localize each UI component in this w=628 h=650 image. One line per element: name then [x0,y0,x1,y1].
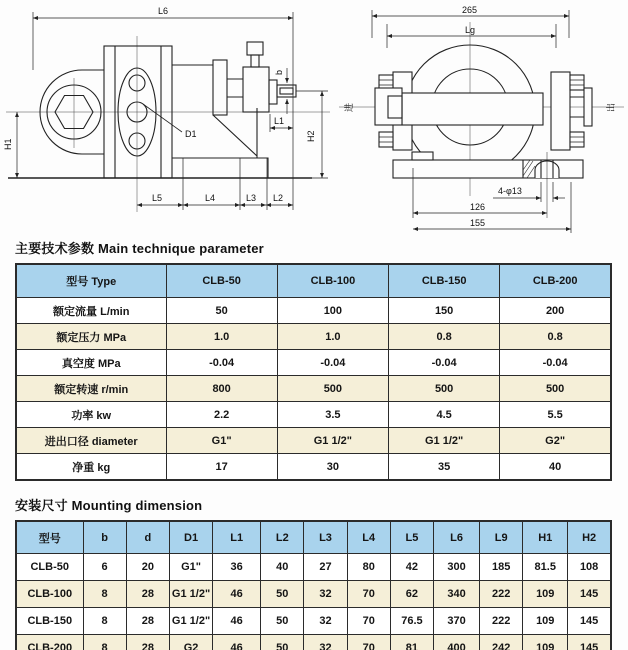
cell: 109 [523,608,568,635]
cell: 0.8 [389,324,500,350]
row-label: 额定压力 MPa [16,324,166,350]
col-header: CLB-200 [500,264,611,298]
cell: 50 [166,298,277,324]
cell: 28 [126,608,169,635]
cell: 100 [277,298,388,324]
bracket-plate [213,60,227,115]
row-label: 额定流量 L/min [16,298,166,324]
dim-label-l5: L5 [152,193,163,203]
table-row [16,454,611,481]
technical-drawings [0,0,628,236]
cell: -0.04 [389,350,500,376]
cell: 0.8 [500,324,611,350]
row-label: 净重 kg [16,454,166,481]
row-label: 进出口径 diameter [16,428,166,454]
cell: 800 [166,376,277,402]
dim-label-d1: D1 [185,129,197,139]
row-label: CLB-50 [16,554,83,581]
dim-label-h2: H2 [306,130,316,142]
col-header: 型号 Type [16,264,166,298]
cell: 4.5 [389,402,500,428]
dim-label-155: 155 [470,218,486,228]
cell: 185 [480,554,523,581]
table-row [16,428,611,454]
cell: G2" [500,428,611,454]
col-header: CLB-150 [389,264,500,298]
bolt [570,75,584,90]
cell: 145 [568,635,611,650]
col-header: L6 [434,521,480,554]
cell: 6 [83,554,126,581]
header-row [16,521,611,554]
bearing-block [243,67,269,112]
cell: G1 1/2" [169,608,212,635]
cell: 40 [500,454,611,481]
cell: 46 [213,608,261,635]
col-header: H1 [523,521,568,554]
cell: 76.5 [390,608,433,635]
bolt [570,132,584,147]
cell: 50 [261,635,304,650]
cell: 36 [213,554,261,581]
col-header: 型号 [16,521,83,554]
row-label: 真空度 MPa [16,350,166,376]
outlet-port [584,88,592,126]
right-flange [551,72,570,150]
relief-valve-cap [247,42,263,55]
col-header: L9 [480,521,523,554]
cell: 27 [304,554,347,581]
cell: 400 [434,635,480,650]
dim-label-126: 126 [470,202,486,212]
cell: 81.5 [523,554,568,581]
mounting-section-title: 安装尺寸 Mounting dimension [15,498,203,513]
cell: 5.5 [500,402,611,428]
dim-label-l2: L2 [273,193,284,203]
table-row [16,298,611,324]
mounting-dimension-table [15,520,612,650]
cell: 109 [523,581,568,608]
outlet-label: 出 [606,102,616,112]
cell: -0.04 [166,350,277,376]
dim-label-l6: L6 [158,6,169,16]
inlet-label: 进 [344,102,354,112]
table-row [16,350,611,376]
col-header: CLB-50 [166,264,277,298]
cell: 145 [568,608,611,635]
cell: 200 [500,298,611,324]
cell: G1 1/2" [277,428,388,454]
cell: 242 [480,635,523,650]
cell: 300 [434,554,480,581]
pump-body-outline [8,42,312,178]
dim-label-l1: L1 [274,116,285,126]
table-row [16,581,611,608]
right-drawing [335,0,628,236]
cell: 145 [568,581,611,608]
col-header: L5 [390,521,433,554]
col-header: d [126,521,169,554]
cell: 70 [347,581,390,608]
table-row [16,554,611,581]
dim-label-b: b [274,69,284,75]
header-row [16,264,611,298]
cell: 70 [347,635,390,650]
cell: 50 [261,581,304,608]
dim-label-h1: H1 [3,138,13,150]
dim-label-l3: L3 [246,193,257,203]
cell: 81 [390,635,433,650]
cell: 500 [500,376,611,402]
row-label: 额定转速 r/min [16,376,166,402]
left-drawing [0,0,335,236]
table-row [16,635,611,650]
cell: 20 [126,554,169,581]
cell: 17 [166,454,277,481]
cell: 370 [434,608,480,635]
cell: 30 [277,454,388,481]
cell: 108 [568,554,611,581]
table-row [16,324,611,350]
col-header: L4 [347,521,390,554]
row-label: CLB-200 [16,635,83,650]
cell: 1.0 [277,324,388,350]
tech-section-title: 主要技术参数 Main technique parameter [15,241,264,256]
cell: 8 [83,635,126,650]
row-label: CLB-100 [16,581,83,608]
cell: 8 [83,608,126,635]
cell: 32 [304,581,347,608]
cell: G2 [169,635,212,650]
cell: 222 [480,581,523,608]
cell: G1" [166,428,277,454]
cell: 150 [389,298,500,324]
cell: 62 [390,581,433,608]
cell: 46 [213,581,261,608]
dim-label-lg: Lg [465,25,476,35]
cell: G1 1/2" [389,428,500,454]
cell: 340 [434,581,480,608]
col-header: L3 [304,521,347,554]
cell: 40 [261,554,304,581]
row-label: CLB-150 [16,608,83,635]
cell: 28 [126,635,169,650]
col-header: L2 [261,521,304,554]
col-header: H2 [568,521,611,554]
cell: 3.5 [277,402,388,428]
front-details [375,72,592,218]
bolt [379,132,393,147]
cell: 1.0 [166,324,277,350]
cell: G1" [169,554,212,581]
tech-parameter-table [15,263,612,481]
col-header: b [83,521,126,554]
cell: 8 [83,581,126,608]
dim-label-holes: 4-φ13 [498,186,522,196]
row-label: 功率 kw [16,402,166,428]
cell: 222 [480,608,523,635]
d1-leader-line [143,104,182,132]
cell: 500 [389,376,500,402]
col-header: CLB-100 [277,264,388,298]
dim-label-l4: L4 [205,193,216,203]
cell: 28 [126,581,169,608]
table-row [16,608,611,635]
cell: 50 [261,608,304,635]
cell: 70 [347,608,390,635]
dim-label-265: 265 [462,5,478,15]
table-row [16,402,611,428]
cell: -0.04 [277,350,388,376]
cell: 46 [213,635,261,650]
cell: 109 [523,635,568,650]
cell: 32 [304,608,347,635]
col-header: D1 [169,521,212,554]
shaft-housing [402,93,543,125]
cell: -0.04 [500,350,611,376]
cell: 35 [389,454,500,481]
cell: 2.2 [166,402,277,428]
col-header: L1 [213,521,261,554]
cell: G1 1/2" [169,581,212,608]
cell: 32 [304,635,347,650]
cell: 80 [347,554,390,581]
cell: 42 [390,554,433,581]
cell: 500 [277,376,388,402]
table-row [16,376,611,402]
